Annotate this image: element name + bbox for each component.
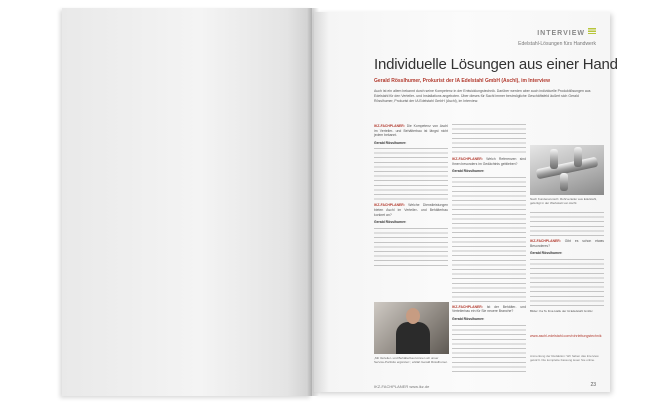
answer-label: Gerald Rösslhumer: (374, 220, 407, 225)
editor-note: Anmerkung der Redaktion: Wir haben das Interview gekürzt. Die komplette Fassung lesen Sie online. (530, 354, 599, 362)
question-label: IKZ-FACHPLANER: (530, 239, 561, 243)
web-link[interactable]: www.aschl-edelstahl.com/rohrleitungstechnik (530, 334, 602, 338)
text-column-2 (452, 124, 526, 379)
page-number: 23 (590, 382, 596, 388)
answer-label: Gerald Rösslhumer: (530, 251, 563, 256)
question-text: Ist der Behälter- und Verteilerbau ein für Sie neuere Branche? (452, 304, 526, 314)
interviewee-photo (374, 302, 449, 354)
answer-label: Gerald Rösslhumer: (452, 316, 485, 321)
article-lead: Auch ist ein allem bekannt durch seine Kompetenz in der Entwicklungstechnik. Darüber werden aber auch individuelle Produktlösungen aus Edelstahl für den Verteiler- und Installations angeboten. Über dieses für Sachl immer bestmögliche Geschäftsfeld äußert sich Gerald Rösslhumer, Prokurist der IA Edelstahl GmbH (Aschl), im Interview. (374, 89, 591, 103)
pipe-shape (560, 173, 568, 191)
magazine-spread (62, 8, 618, 396)
text-column-3 (530, 212, 604, 330)
body-text-block (452, 325, 526, 375)
article-title: Individuelle Lösungen aus einer Hand (374, 56, 618, 73)
article-byline: Gerald Rösslhumer, Prokurist der IA Edelstahl GmbH (Aschl), im Interview (374, 78, 550, 84)
pipe-shape (574, 147, 582, 167)
body-text-block (530, 212, 604, 236)
section-label: INTERVIEW (537, 30, 585, 37)
photo-caption: „Mit Verteiler- und Behälterbau können wir unser Service-Portfolio ergänzen“, erklärt Gerald Rösslhumer. (374, 356, 448, 364)
section-bars-icon (588, 28, 596, 34)
answer-label: Gerald Rösslhumer: (452, 169, 485, 174)
question-label: IKZ-FACHPLANER: (374, 203, 405, 208)
body-text-block (530, 259, 604, 309)
question-text: Welch Referenzen sind Ihnen besonders im Gedächtnis geblieben? (452, 157, 526, 166)
page-footer: IKZ-FACHPLANER www.ikz.de (374, 384, 430, 389)
person-figure (396, 308, 430, 354)
right-page (314, 12, 618, 392)
body-text-block (374, 148, 448, 200)
section-subtitle: Edelstahl-Lösungen fürs Handwerk (518, 41, 596, 47)
body-text-block (452, 177, 526, 302)
question-label: IKZ-FACHPLANER: (374, 124, 405, 128)
left-page (62, 8, 312, 396)
image-source: Bilder: Ka Te Ilma Hallu der IA Edelstahl GmbH (530, 308, 593, 313)
section-header (518, 22, 596, 47)
body-text-block (452, 124, 526, 154)
pipe-shape (550, 149, 558, 169)
question-label: IKZ-FACHPLANER: (452, 304, 483, 309)
product-photo (530, 145, 604, 195)
body-text-block (374, 228, 448, 268)
question-text: Welche Dienstleistungen bieten Aschl im Verteiler- und Behälterbau konkret an? (374, 203, 448, 217)
question-label: IKZ-FACHPLANER: (452, 157, 483, 161)
question-text: Die Kompetenz von Aschl im Verteiler- und Behälterbau ist längst nicht jedem bekannt. (374, 124, 448, 138)
web-link-box (530, 334, 604, 339)
question-text: Gibt es schon etwas Besonderes? (530, 239, 604, 248)
text-column-1 (374, 124, 448, 299)
answer-label: Gerald Rösslhumer: (374, 140, 407, 145)
photo-caption: Nach Kundenwunsch: Rohrverteiler aus Edelstahl, gefertigt in der Werkstatt von Aschl. (530, 197, 597, 205)
